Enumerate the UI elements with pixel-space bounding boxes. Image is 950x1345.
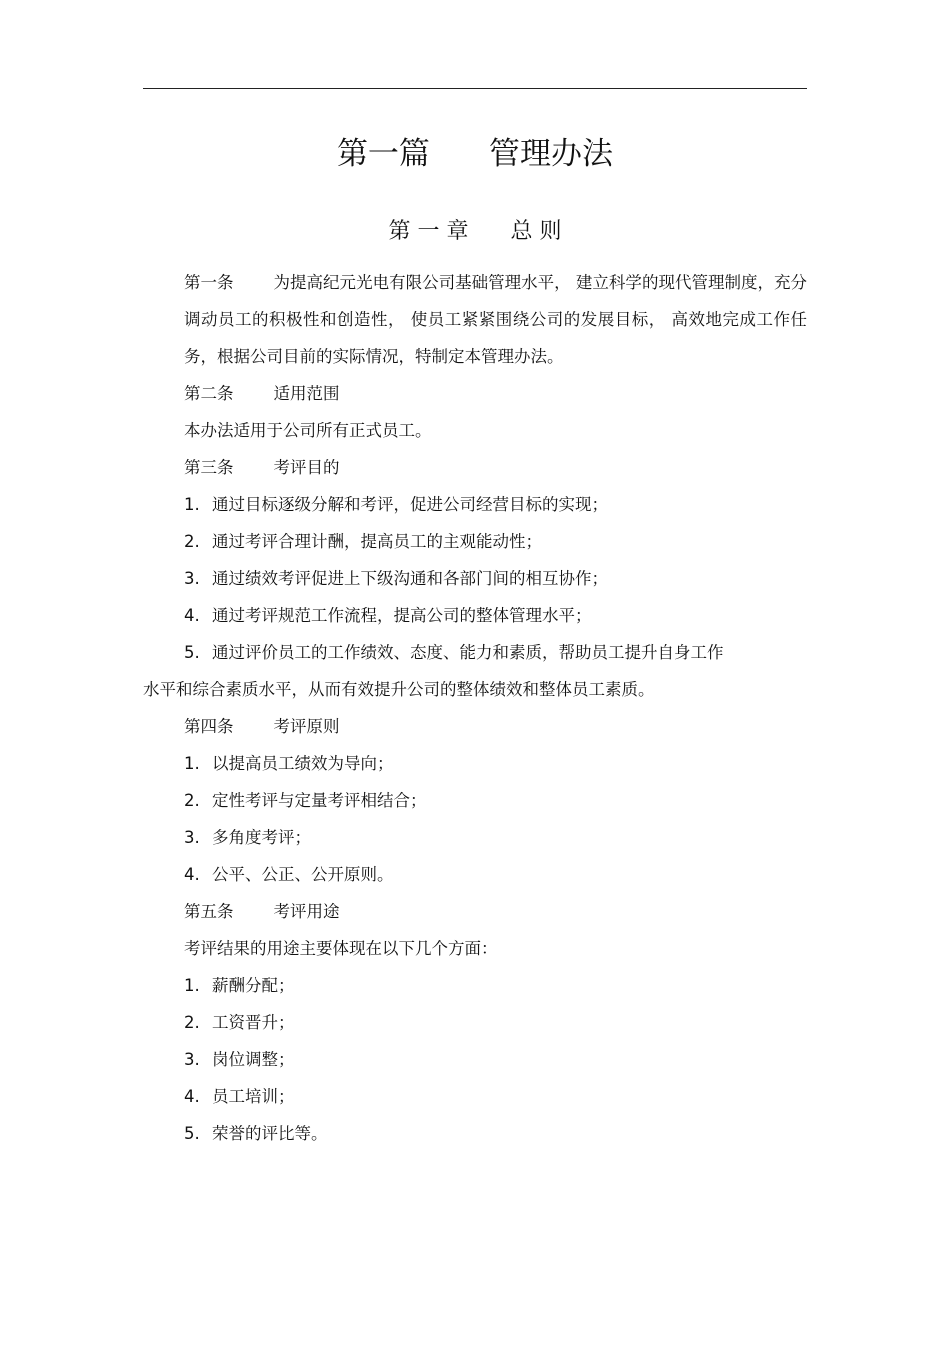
list-item xyxy=(143,1041,807,1078)
article-5-label: 第五条 xyxy=(184,902,234,921)
article-5-name: 考评用途 xyxy=(273,902,340,921)
list-number: 2. xyxy=(184,532,200,551)
list-number: 1. xyxy=(184,754,200,773)
list-number: 1. xyxy=(184,495,200,514)
article-2-heading xyxy=(143,375,807,412)
list-text: 通过绩效考评促进上下级沟通和各部门间的相互协作； xyxy=(212,569,608,588)
chapter-title: 第 一 章 总 则 xyxy=(388,219,562,244)
list-item xyxy=(143,1004,807,1041)
article-3-name: 考评目的 xyxy=(273,458,340,477)
list-item xyxy=(143,634,807,671)
article-1 xyxy=(143,264,807,375)
list-text: 通过评价员工的工作绩效、态度、能力和素质，帮助员工提升自身工作 xyxy=(212,643,724,662)
list-text: 通过目标逐级分解和考评，促进公司经营目标的实现； xyxy=(212,495,608,514)
list-text: 薪酬分配； xyxy=(212,976,295,995)
list-item-continuation: 水平和综合素质水平，从而有效提升公司的整体绩效和整体员工素质。 xyxy=(143,680,655,699)
article-4-name: 考评原则 xyxy=(273,717,340,736)
list-item xyxy=(143,1115,807,1152)
body-text xyxy=(143,264,807,1152)
list-number: 5. xyxy=(184,1124,200,1143)
list-number: 4. xyxy=(184,1087,200,1106)
list-item xyxy=(143,819,807,856)
list-item xyxy=(143,1078,807,1115)
article-5-heading xyxy=(143,893,807,930)
list-item xyxy=(143,560,807,597)
list-number: 2. xyxy=(184,1013,200,1032)
article-4-heading xyxy=(143,708,807,745)
list-item xyxy=(143,523,807,560)
article-3-label: 第三条 xyxy=(184,458,234,477)
list-text: 荣誉的评比等。 xyxy=(212,1124,328,1143)
list-text: 岗位调整； xyxy=(212,1050,295,1069)
list-item xyxy=(143,486,807,523)
list-text: 以提高员工绩效为导向； xyxy=(212,754,394,773)
article-2-label: 第二条 xyxy=(184,384,234,403)
article-2-body: 本办法适用于公司所有正式员工。 xyxy=(184,421,432,440)
list-number: 4. xyxy=(184,865,200,884)
article-5-intro: 考评结果的用途主要体现在以下几个方面： xyxy=(184,939,498,958)
list-text: 通过考评合理计酬，提高员工的主观能动性； xyxy=(212,532,542,551)
list-text: 工资晋升； xyxy=(212,1013,295,1032)
article-4-label: 第四条 xyxy=(184,717,234,736)
header-rule xyxy=(143,88,807,89)
list-item xyxy=(143,967,807,1004)
list-number: 1. xyxy=(184,976,200,995)
list-text: 多角度考评； xyxy=(212,828,311,847)
list-number: 3. xyxy=(184,828,200,847)
list-item xyxy=(143,856,807,893)
list-text: 定性考评与定量考评相结合； xyxy=(212,791,427,810)
list-number: 2. xyxy=(184,791,200,810)
list-number: 3. xyxy=(184,1050,200,1069)
list-text: 公平、公正、公开原则。 xyxy=(212,865,394,884)
list-item xyxy=(143,782,807,819)
article-2-name: 适用范围 xyxy=(273,384,340,403)
list-item xyxy=(143,597,807,634)
article-1-label: 第一条 xyxy=(184,273,234,292)
article-1-text: 为提高纪元光电有限公司基础管理水平， 建立科学的现代管理制度，充分调动员工的积极性和创造性， 使员工紧紧围绕公司的发展目标， 高效地完成工作任务，根据公司目前的实际情况，特制定本管理办法。 xyxy=(184,273,808,366)
part-title: 第一篇 管理办法 xyxy=(336,136,614,172)
list-item xyxy=(143,745,807,782)
list-number: 4. xyxy=(184,606,200,625)
list-text: 通过考评规范工作流程，提高公司的整体管理水平； xyxy=(212,606,592,625)
list-text: 员工培训； xyxy=(212,1087,295,1106)
list-number: 5. xyxy=(184,643,200,662)
article-3-heading xyxy=(143,449,807,486)
list-number: 3. xyxy=(184,569,200,588)
